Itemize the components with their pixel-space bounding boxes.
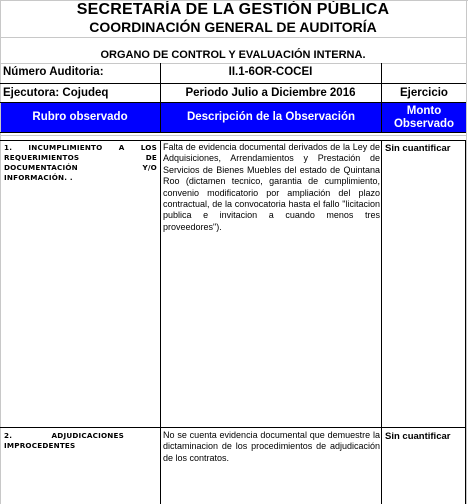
organ-title: ORGANO DE CONTROL Y EVALUACIÓN INTERNA. bbox=[100, 49, 366, 61]
column-header-rubro: Rubro observado bbox=[0, 103, 160, 132]
table-row-2-rubro: 2. ADJUDICACIONES IMPROCEDENTES bbox=[4, 431, 124, 450]
audit-number-label: Número Auditoria: bbox=[3, 66, 104, 78]
audit-number-value: II.1-6OR-COCEI bbox=[228, 66, 313, 78]
period-label: Periodo Julio a Diciembre 2016 bbox=[185, 87, 356, 99]
table-row-2-amount: Sin cuantificar bbox=[385, 431, 451, 442]
table-row-2-description: No se cuenta evidencia documental que demuestre la dictaminacion de los procedimientos de adjudicación de los contratos. bbox=[163, 430, 380, 463]
exercise-label: Ejercicio bbox=[400, 87, 448, 99]
table-row-1-rubro: 1. INCUMPLIMIENTO A LOS REQUERIMIENTOS DE DOCUMENTACIÓN Y/O INFORMACIÓN. . bbox=[4, 143, 157, 182]
column-header-amount: Monto Observado bbox=[382, 103, 466, 132]
executor-label: Ejecutora: Cojudeq bbox=[3, 87, 109, 99]
page-subtitle: COORDINACIÓN GENERAL DE AUDITORÍA bbox=[89, 19, 377, 35]
page-title: SECRETARÍA DE LA GESTIÓN PÚBLICA bbox=[76, 1, 390, 18]
table-row-1-amount: Sin cuantificar bbox=[385, 143, 451, 154]
table-row-1-description: Falta de evidencia documental derivados de la Ley de Adquisiciones, Arrendamientos y Prestación de Servicios de Bienes Muebles del estado de Quintana Roo (dictamen tecnico, garantia de cumplimiento, convenio modificatorio por ampliación del plazo contractual, de la convocatoria hasta el fallo "licitacion publica e invitacion a cuando menos tres proveedores"). bbox=[163, 142, 380, 232]
column-header-description: Descripción de la Observación bbox=[161, 103, 381, 132]
